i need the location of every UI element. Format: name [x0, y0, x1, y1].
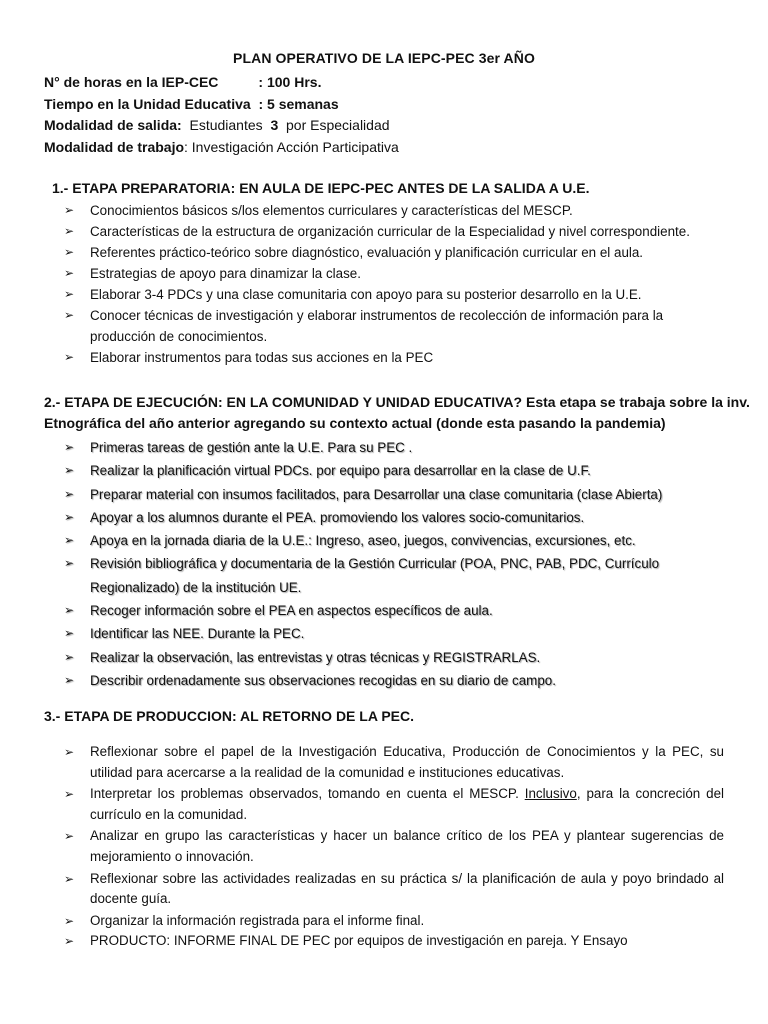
exit-mode-value-post: por Especialidad	[286, 117, 390, 133]
hours-label: N° de horas en la IEP-CEC	[44, 74, 219, 90]
exit-mode-row	[44, 115, 399, 137]
list-item: ➢ Interpretar los problemas observados, tomando en cuenta el MESCP. Inclusivo, para la concreción del currículo en la comunidad.	[64, 786, 724, 822]
arrow-bullet-icon: ➢	[64, 829, 75, 844]
list-item: ➢ Estrategias de apoyo para dinamizar la clase.	[44, 263, 724, 284]
arrow-bullet-icon: ➢	[64, 509, 75, 524]
work-mode-row	[44, 137, 399, 159]
arrow-bullet-icon: ➢	[64, 486, 75, 501]
time-row	[44, 94, 399, 116]
list-item: ➢ Realizar la planificación virtual PDCs. por equipo para desarrollar en la clase de U.F.	[44, 459, 724, 482]
list-item: ➢ Revisión bibliográfica y documentaria de la Gestión Curricular (POA, PNC, PAB, PDC, Currículo Regionalizado) de la institución UE.	[44, 552, 724, 599]
list-item: ➢ Reflexionar sobre las actividades realizadas en su práctica s/ la planificación de aula y poyo brindado al docente guía.	[64, 870, 724, 907]
work-mode-value: : Investigación Acción Participativa	[184, 138, 399, 155]
list-item: ➢ Analizar en grupo las características y hacer un balance crítico de los PEA y plantear sugerencias de mejoramiento o innovación.	[64, 828, 724, 864]
list-item: ➢ Apoyar a los alumnos durante el PEA. promoviendo los valores socio-comunitarios.	[44, 506, 724, 529]
section2-heading-line2: Etnográfica del año anterior agregando su contexto actual (donde esta pasando la pandemia)	[44, 415, 666, 431]
list-item: ➢ Elaborar 3-4 PDCs y una clase comunitaria con apoyo para su posterior desarrollo en la U.E.	[44, 284, 724, 305]
arrow-bullet-icon: ➢	[64, 745, 75, 759]
arrow-bullet-icon: ➢	[64, 603, 75, 618]
hours-row	[44, 72, 399, 94]
arrow-bullet-icon: ➢	[64, 871, 75, 886]
arrow-bullet-icon: ➢	[64, 308, 75, 322]
hours-value: : 100 Hrs.	[258, 74, 322, 90]
list-item: ➢ Preparar material con insumos facilitados, para Desarrollar una clase comunitaria (clase Abierta)	[44, 483, 724, 506]
section1-heading: 1.- ETAPA PREPARATORIA: EN AULA DE IEPC-PEC ANTES DE LA SALIDA A U.E.	[52, 180, 590, 196]
list-item: ➢ Referentes práctico-teórico sobre diagnóstico, evaluación y planificación curricular en el aula.	[44, 242, 724, 263]
work-mode-label: Modalidad de trabajo	[44, 138, 185, 155]
exit-mode-label: Modalidad de salida:	[44, 117, 182, 133]
arrow-bullet-icon: ➢	[64, 203, 75, 217]
arrow-bullet-icon: ➢	[64, 787, 75, 802]
arrow-bullet-icon: ➢	[64, 934, 75, 949]
list-item: ➢ Conocimientos básicos s/los elementos curriculares y características del MESCP.	[44, 200, 724, 221]
list-item: ➢ Apoya en la jornada diaria de la U.E.: Ingreso, aseo, juegos, convivencias, excursiones, etc.	[44, 529, 724, 552]
section3-list	[44, 742, 724, 952]
list-item: ➢ Describir ordenadamente sus observaciones recogidas en su diario de campo.	[44, 669, 724, 692]
arrow-bullet-icon: ➢	[64, 245, 75, 259]
list-item: ➢ PRODUCTO: INFORME FINAL DE PEC por equipos de investigación en pareja. Y Ensayo	[44, 931, 724, 952]
plan-metadata	[44, 72, 399, 158]
exit-mode-number: 3	[270, 117, 279, 133]
arrow-bullet-icon: ➢	[64, 463, 75, 478]
arrow-bullet-icon: ➢	[64, 440, 75, 454]
arrow-bullet-icon: ➢	[64, 649, 75, 664]
list-item: ➢ Realizar la observación, las entrevistas y otras técnicas y REGISTRARLAS.	[44, 646, 724, 669]
section2-heading-line1: 2.- ETAPA DE EJECUCIÓN: EN LA COMUNIDAD Y UNIDAD EDUCATIVA? Esta etapa se trabaja sobre la inv.	[44, 394, 750, 410]
list-item: ➢ Organizar la información registrada para el informe final.	[44, 911, 724, 932]
list-item: ➢ Elaborar instrumentos para todas sus acciones en la PEC	[44, 347, 724, 368]
arrow-bullet-icon: ➢	[64, 626, 75, 641]
list-item: ➢ Conocer técnicas de investigación y elaborar instrumentos de recolección de información para la producción de conocimientos.	[44, 305, 724, 347]
arrow-bullet-icon: ➢	[64, 266, 75, 280]
document-title: PLAN OPERATIVO DE LA IEPC-PEC 3er AÑO	[233, 50, 535, 66]
section1-list	[44, 200, 724, 368]
arrow-bullet-icon: ➢	[64, 672, 75, 687]
list-item: ➢ Primeras tareas de gestión ante la U.E. Para su PEC .	[44, 436, 724, 459]
arrow-bullet-icon: ➢	[64, 533, 75, 548]
section2-list	[44, 436, 724, 692]
section3-heading: 3.- ETAPA DE PRODUCCION: AL RETORNO DE LA PEC.	[44, 708, 414, 724]
time-label: Tiempo en la Unidad Educativa	[44, 95, 251, 112]
arrow-bullet-icon: ➢	[64, 287, 75, 301]
list-item: ➢ Reflexionar sobre el papel de la Investigación Educativa, Producción de Conocimientos y la PEC, su utilidad para acercarse a la realidad de la comunidad e instituciones educativas.	[64, 744, 724, 780]
exit-mode-value-pre: Estudiantes	[189, 117, 263, 133]
arrow-bullet-icon: ➢	[64, 350, 75, 364]
list-item: ➢ Recoger información sobre el PEA en aspectos específicos de aula.	[44, 599, 724, 622]
arrow-bullet-icon: ➢	[64, 913, 75, 928]
inclusive-underlined: Inclusivo	[524, 786, 577, 802]
arrow-bullet-icon: ➢	[64, 556, 75, 571]
time-value: : 5 semanas	[258, 95, 339, 112]
arrow-bullet-icon: ➢	[64, 224, 75, 238]
list-item: ➢ Identificar las NEE. Durante la PEC.	[44, 622, 724, 645]
list-item: ➢ Características de la estructura de organización curricular de la Especialidad y nivel correspondiente.	[44, 221, 724, 242]
